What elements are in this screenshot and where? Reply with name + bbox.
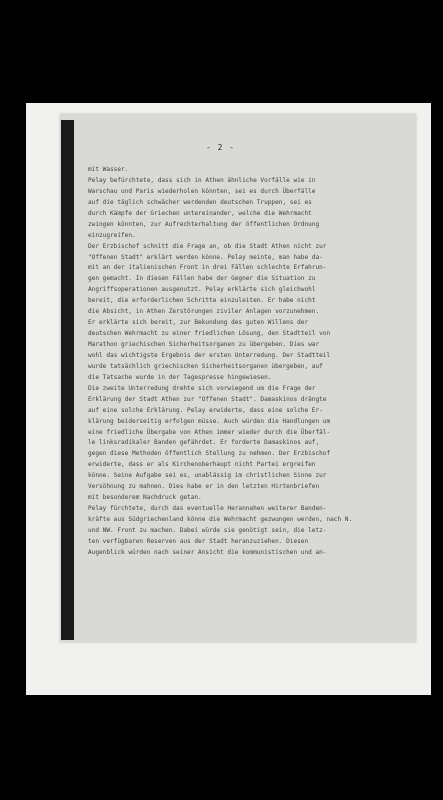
text-line: mit Wasser. <box>88 166 129 173</box>
text-line: Marathon griechischen Sicherheitsorganen zu übergeben. Dies war <box>88 341 320 348</box>
text-line: Versöhnung zu mahnen. Dies habe er in den letzten Hirtenbriefen <box>88 483 320 491</box>
document-body <box>88 165 408 559</box>
text-line: Der Erzbischof schnitt die Frage an, ob die Stadt Athen nicht zur <box>88 242 327 250</box>
text-line: "Offenen Stadt" erklärt werden könne. Pelay meinte, man habe da- <box>88 253 323 261</box>
text-line: könne. Seine Aufgabe sei es, unablässig im christlichen Sinne zur <box>88 472 327 480</box>
text-line: Erklärung der Stadt Athen zur "Offenen Stadt". Damaskinos drängte <box>88 395 327 403</box>
text-line: Pelay befürchtete, dass sich in Athen ähnliche Vorfälle wie in <box>88 176 316 184</box>
text-line: Augenblick würden nach seiner Ansicht die kommunistischen und an- <box>88 548 327 556</box>
page-number: - 2 - <box>206 143 236 152</box>
text-line: erwiderte, dass er als Kirchenoberhaupt nicht Partei ergreifen <box>88 461 316 469</box>
text-line: gegen diese Methoden öffentlich Stellung zu nehmen. Der Erzbischof <box>88 450 331 458</box>
text-line: bereit, die erforderlichen Schritte einzuleiten. Er habe nicht <box>88 297 316 305</box>
text-line: deutschen Wehrmacht zu einer friedlichen Lösung, den Stadtteil von <box>88 330 331 338</box>
text-line: gen gemacht. In diesen Fällen habe der Gegner die Situation zu <box>88 275 316 283</box>
text-line: le linksradikaler Banden gefährdet. Er forderte Damaskinos auf, <box>88 439 320 447</box>
text-line: ten verfügbaren Reserven aus der Stadt heranzuziehen. Diesen <box>88 537 309 545</box>
text-line: kräfte aus Südgriechenland könne die Wehrmacht gezwungen werden, nach N. <box>88 516 353 523</box>
text-line: Angriffsoperationen ausgenutzt. Pelay erklärte sich gleichwohl <box>88 286 316 294</box>
binding-strip <box>61 120 74 640</box>
text-line: durch Kämpfe der Griechen untereinander, welche die Wehrmacht <box>88 209 312 217</box>
text-line: Pelay fürchtete, durch das eventuelle Herannahen weiterer Banden- <box>88 505 327 513</box>
text-line: mit an der italienischen Front in drei Fällen schlechte Erfahrun- <box>88 264 327 272</box>
text-line: Warschau und Paris wiederholen könnten, sei es durch Überfälle <box>88 187 316 195</box>
text-line: eine friedliche Übergabe von Athen immer wieder durch die Überfäl- <box>88 428 331 436</box>
text-line: die Tatsache wurde in der Tagespresse hingewiesen. <box>88 373 272 381</box>
text-line: und NW. Front zu machen. Dabei würde sie genötigt sein, die letz- <box>88 526 327 534</box>
text-line: Die zweite Unterredung drehte sich vorwiegend um die Frage der <box>88 384 316 392</box>
text-line: wurde tatsächlich griechischen Sicherheitsorganen übergeben, auf <box>88 362 323 370</box>
text-line: klärung beiderseitig erfolgen müsse. Auch würden die Handlungen um <box>88 417 331 425</box>
text-line: die Absicht, in Athen Zerstörungen ziviler Anlagen vorzunehmen. <box>88 308 320 316</box>
text-line: wohl das wichtigste Ergebnis der ersten Unterredung. Der Stadtteil <box>88 351 331 359</box>
text-line: einzugreifen. <box>88 231 136 239</box>
text-line: zwingen könnten, zur Aufrechterhaltung der öffentlichen Ordnung <box>88 220 320 228</box>
text-line: Er erklärte sich bereit, zur Bekundung des guten Willens der <box>88 319 309 327</box>
text-line: mit besonderem Nachdruck getan. <box>88 494 202 502</box>
text-line: auf eine solche Erklärung. Pelay erwiderte, dass eine solche Er- <box>88 406 323 414</box>
text-line: auf die täglich schwächer werdenden deutschen Truppen, sei es <box>88 198 312 206</box>
